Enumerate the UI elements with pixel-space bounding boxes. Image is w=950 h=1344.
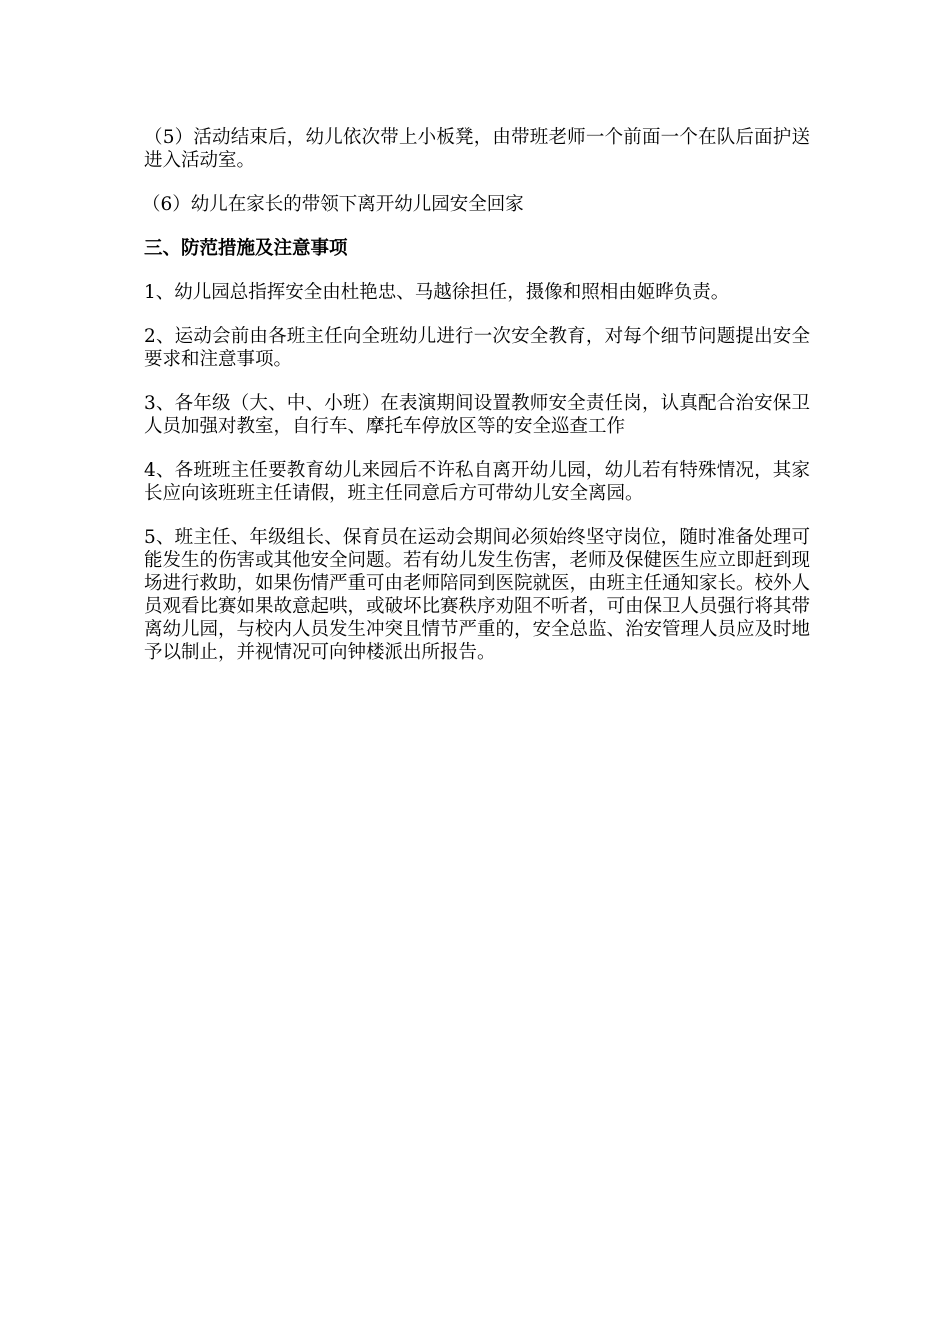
list-item-1: 1、幼儿园总指挥安全由杜艳忠、马越徐担任，摄像和照相由姬晔负责。 bbox=[144, 282, 730, 303]
document-body bbox=[144, 126, 810, 685]
list-item-3: 3、各年级（大、中、小班）在表演期间设置教师安全责任岗，认真配合治安保卫人员加强对教室，自行车、摩托车停放区等的安全巡查工作 bbox=[144, 393, 810, 437]
list-item-5: 5、班主任、年级组长、保育员在运动会期间必须始终坚守岗位，随时准备处理可能发生的伤害或其他安全问题。若有幼儿发生伤害，老师及保健医生应立即赶到现场进行救助，如果伤情严重可由老师陪同到医院就医，由班主任通知家长。校外人员观看比赛如果故意起哄，或破坏比赛秩序劝阻不听者，可由保卫人员强行将其带离幼儿园，与校内人员发生冲突且情节严重的，安全总监、治安管理人员应及时地予以制止，并视情况可向钟楼派出所报告。 bbox=[144, 527, 811, 663]
paragraph-step-5: （5）活动结束后，幼儿依次带上小板凳，由带班老师一个前面一个在队后面护送进入活动室。 bbox=[144, 127, 810, 171]
section-heading: 三、防范措施及注意事项 bbox=[144, 238, 348, 259]
paragraph-step-6: （6）幼儿在家长的带领下离开幼儿园安全回家 bbox=[142, 194, 524, 215]
list-item-4: 4、各班班主任要教育幼儿来园后不许私自离开幼儿园，幼儿若有特殊情况，其家长应向该班班主任请假，班主任同意后方可带幼儿安全离园。 bbox=[144, 460, 810, 504]
list-item-2: 2、运动会前由各班主任向全班幼儿进行一次安全教育，对每个细节问题提出安全要求和注意事项。 bbox=[144, 326, 810, 370]
